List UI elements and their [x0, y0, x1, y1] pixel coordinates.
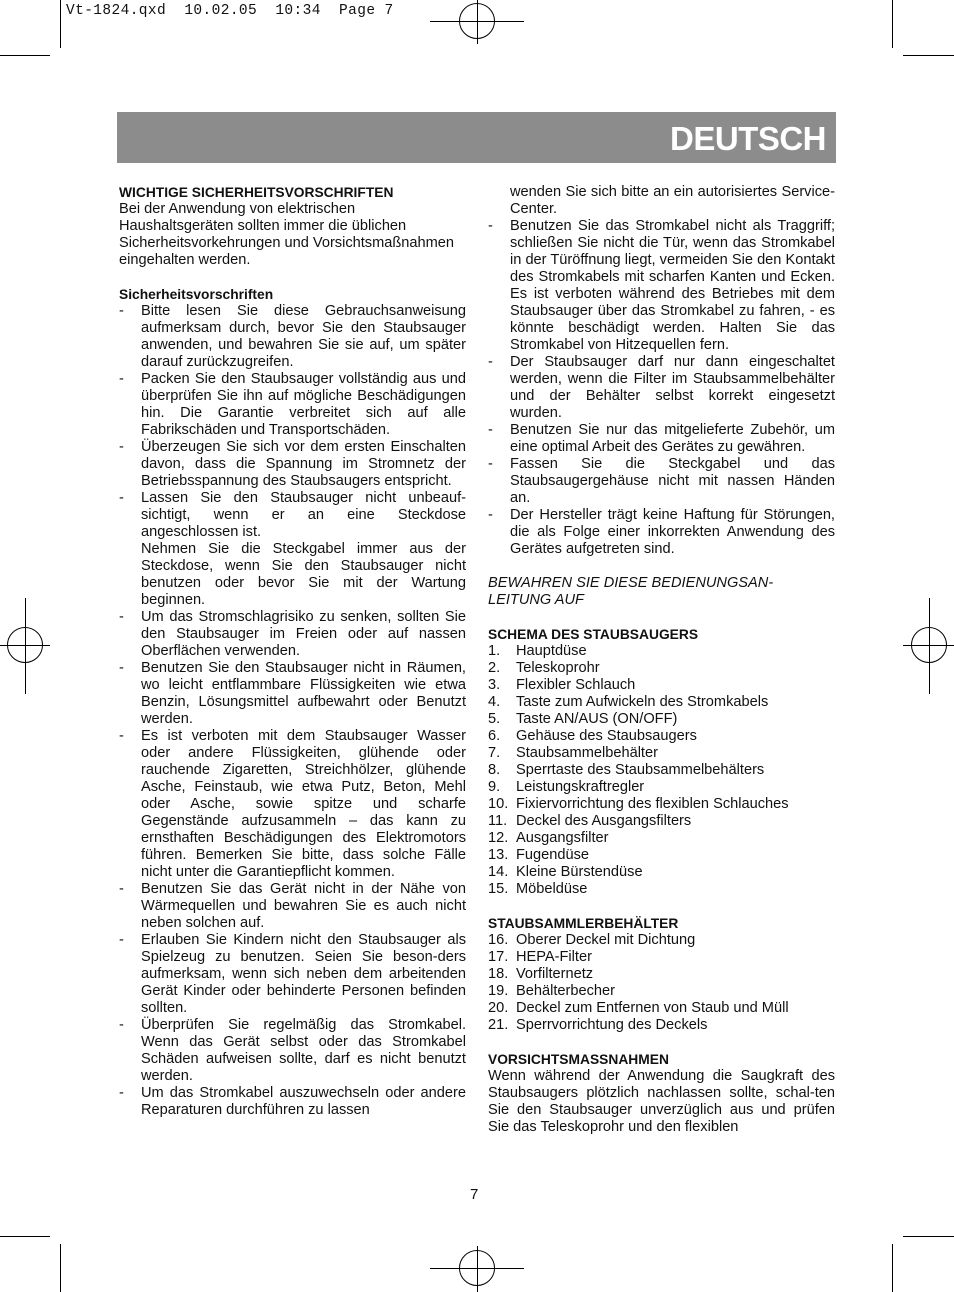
list-item: 8. Sperrtaste des Staubsammelbehälters — [488, 762, 765, 778]
list-item: - Benutzen Sie das Gerät nicht in der Nähe von Wärmequellen und bewahren Sie es auch nicht neben solchen auf. — [119, 881, 466, 932]
list-item: 15. Möbeldüse — [488, 881, 588, 897]
list-item: 1. Hauptdüse — [488, 643, 587, 659]
list-item: 12. Ausgangsfilter — [488, 830, 609, 846]
crop-mark — [892, 0, 893, 48]
registration-line — [477, 0, 478, 44]
list-item: - Erlauben Sie Kindern nicht den Staubsauger als Spielzeug zu benutzen. Seien Sie beson-ders aufmerksam, wenn sich neben dem arbeitenden Gerät Kinder oder behinderte Personen befinden sollten. — [119, 932, 466, 1017]
crop-mark — [903, 55, 954, 56]
container-parts-list — [488, 932, 835, 1034]
list-item: 18. Vorfilternetz — [488, 966, 594, 982]
list-item: - Um das Stromschlagrisiko zu senken, sollten Sie den Staubsauger im Freien oder auf nassen Oberflächen verwenden. — [119, 609, 466, 660]
list-item: - Überprüfen Sie regelmäßig das Stromkabel. Wenn das Gerät selbst oder das Stromkabel Schäden aufweisen sollte, darf es nicht benutzt werden. — [119, 1017, 466, 1085]
keep-instructions-notice: BEWAHREN SIE DIESE BEDIENUNGSAN- LEITUNG AUF — [488, 575, 774, 608]
list-item: 19. Behälterbecher — [488, 983, 615, 999]
list-item: 4. Taste zum Aufwickeln des Stromkabels — [488, 694, 769, 710]
crop-mark — [0, 55, 50, 56]
list-item: - Überzeugen Sie sich vor dem ersten Einschalten davon, dass die Spannung im Stromnetz der Betriebsspannung des Staubsaugers entspricht. — [119, 439, 466, 490]
registration-line — [477, 1246, 478, 1292]
left-column — [119, 184, 466, 1119]
banner-title: DEUTSCH — [669, 120, 826, 157]
list-item: 17. HEPA-Filter — [488, 949, 592, 965]
crop-mark — [892, 1244, 893, 1292]
list-item: - Lassen Sie den Staubsauger nicht unbeauf-sichtigt, wenn er an eine Steckdose angeschlossen ist. Nehmen Sie die Steckgabel immer aus der Steckdose, wenn Sie den Staubsauger nicht benutzen oder bevor Sie mit der Wartung beginnen. — [119, 490, 466, 609]
caution-paragraph: Wenn während der Anwendung die Saugkraft des Staubsaugers plötzlich nachlassen sollte, schal-ten Sie den Staubsauger unverzüglich aus und prüfen Sie das Teleskoprohr und den flexiblen — [488, 1068, 835, 1135]
list-item: - Der Hersteller trägt keine Haftung für Störungen, die als Folge einer inkorrekten Anwendung des Gerätes aufgetreten sind. — [488, 507, 835, 558]
registration-line — [25, 598, 26, 694]
list-item: - Um das Stromkabel auszuwechseln oder andere Reparaturen durchführen zu lassen — [119, 1085, 466, 1119]
list-item: 20. Deckel zum Entfernen von Staub und Müll — [488, 1000, 789, 1016]
list-continuation: wenden Sie sich bitte an ein autorisiertes Service-Center. — [510, 184, 835, 217]
right-column — [488, 184, 835, 1136]
section-heading: Sicherheitsvorschriften — [119, 287, 274, 302]
list-item: 21. Sperrvorrichtung des Deckels — [488, 1017, 708, 1033]
registration-line — [929, 598, 930, 694]
list-item: 2. Teleskoprohr — [488, 660, 600, 676]
list-item: - Benutzen Sie den Staubsauger nicht in Räumen, wo leicht entflammbare Flüssigkeiten wie etwa Benzin, Lösungsmittel aufbewahrt oder Benutzt werden. — [119, 660, 466, 728]
list-item: 9. Leistungskraftregler — [488, 779, 645, 795]
list-item: 13. Fugendüse — [488, 847, 590, 863]
list-item: - Bitte lesen Sie diese Gebrauchsanweisung aufmerksam durch, bevor Sie den Staubsauger anwenden, und bewahren Sie sie auf, um später darauf zurückzugreifen. — [119, 303, 466, 371]
list-item: - Benutzen Sie nur das mitgelieferte Zubehör, um eine optimal Arbeit des Gerätes zu gewähren. — [488, 422, 835, 456]
section-heading: VORSICHTSMASSNAHMEN — [488, 1052, 669, 1067]
list-item: - Fassen Sie die Steckgabel und das Staubsaugergehäuse nicht mit nassen Händen an. — [488, 456, 835, 507]
intro-paragraph: Bei der Anwendung von elektrischen Haushaltsgeräten sollten immer die üblichen Sicherheitsvorkehrungen und Vorsichtsmaßnahmen eingehalten werden. — [119, 201, 455, 268]
list-item: 10. Fixiervorrichtung des flexiblen Schlauches — [488, 796, 789, 812]
list-item: 7. Staubsammelbehälter — [488, 745, 658, 761]
crop-mark — [60, 0, 61, 48]
crop-mark — [60, 1244, 61, 1292]
safety-list — [119, 303, 466, 1119]
page-number: 7 — [470, 1186, 479, 1203]
file-slug: Vt-1824.qxd 10.02.05 10:34 Page 7 — [66, 3, 394, 19]
list-item: - Packen Sie den Staubsauger vollständig aus und überprüfen Sie ihn auf mögliche Beschädigungen hin. Die Garantie verbreitet sich auf alle Fabrikschäden und Transportschäden. — [119, 371, 466, 439]
language-banner — [117, 112, 836, 163]
list-item: 16. Oberer Deckel mit Dichtung — [488, 932, 696, 948]
section-heading: WICHTIGE SICHERHEITSVORSCHRIFTEN — [119, 185, 394, 200]
list-item: 5. Taste AN/AUS (ON/OFF) — [488, 711, 678, 727]
section-heading: SCHEMA DES STAUBSAUGERS — [488, 627, 699, 642]
section-heading: STAUBSAMMLERBEHÄLTER — [488, 916, 679, 931]
list-item: 14. Kleine Bürstendüse — [488, 864, 643, 880]
list-item: - Es ist verboten mit dem Staubsauger Wasser oder andere Flüssigkeiten, glühende oder rauchende Zigaretten, Streichhölzer, glühende Asche, Feinstaub, wie etwa Putz, Beton, Mehl oder Asche, sowie spitze und scharfe Gegenstände aufzusammeln – das kann zu ernsthaften Beschädigungen des Elektromotors führen. Bemerken Sie bitte, dass solche Fälle nicht unter die Garantiepflicht kommen. — [119, 728, 466, 881]
crop-mark — [903, 1236, 954, 1237]
list-item: 11. Deckel des Ausgangsfilters — [488, 813, 692, 829]
parts-list — [488, 643, 835, 898]
list-item: - Der Staubsauger darf nur dann eingeschaltet werden, wenn die Filter im Staubsammelbehälter und der Behälter selbst korrekt eingesetzt wurden. — [488, 354, 835, 422]
list-item: 6. Gehäuse des Staubsaugers — [488, 728, 697, 744]
safety-list-continued — [488, 218, 835, 558]
list-item: - Benutzen Sie das Stromkabel nicht als Traggriff; schließen Sie nicht die Tür, wenn das Stromkabel in der Türöffnung liegt, vermeiden Sie den Kontakt des Stromkabels mit scharfen Kanten und Ecken. Es ist verboten während des Betriebes mit dem Staubsauger über das Stromkabel zu fahren, - es könnte beschädigt werden. Halten Sie das Stromkabel von Hitzequellen fern. — [488, 218, 835, 354]
crop-mark — [0, 1236, 50, 1237]
list-item: 3. Flexibler Schlauch — [488, 677, 636, 693]
